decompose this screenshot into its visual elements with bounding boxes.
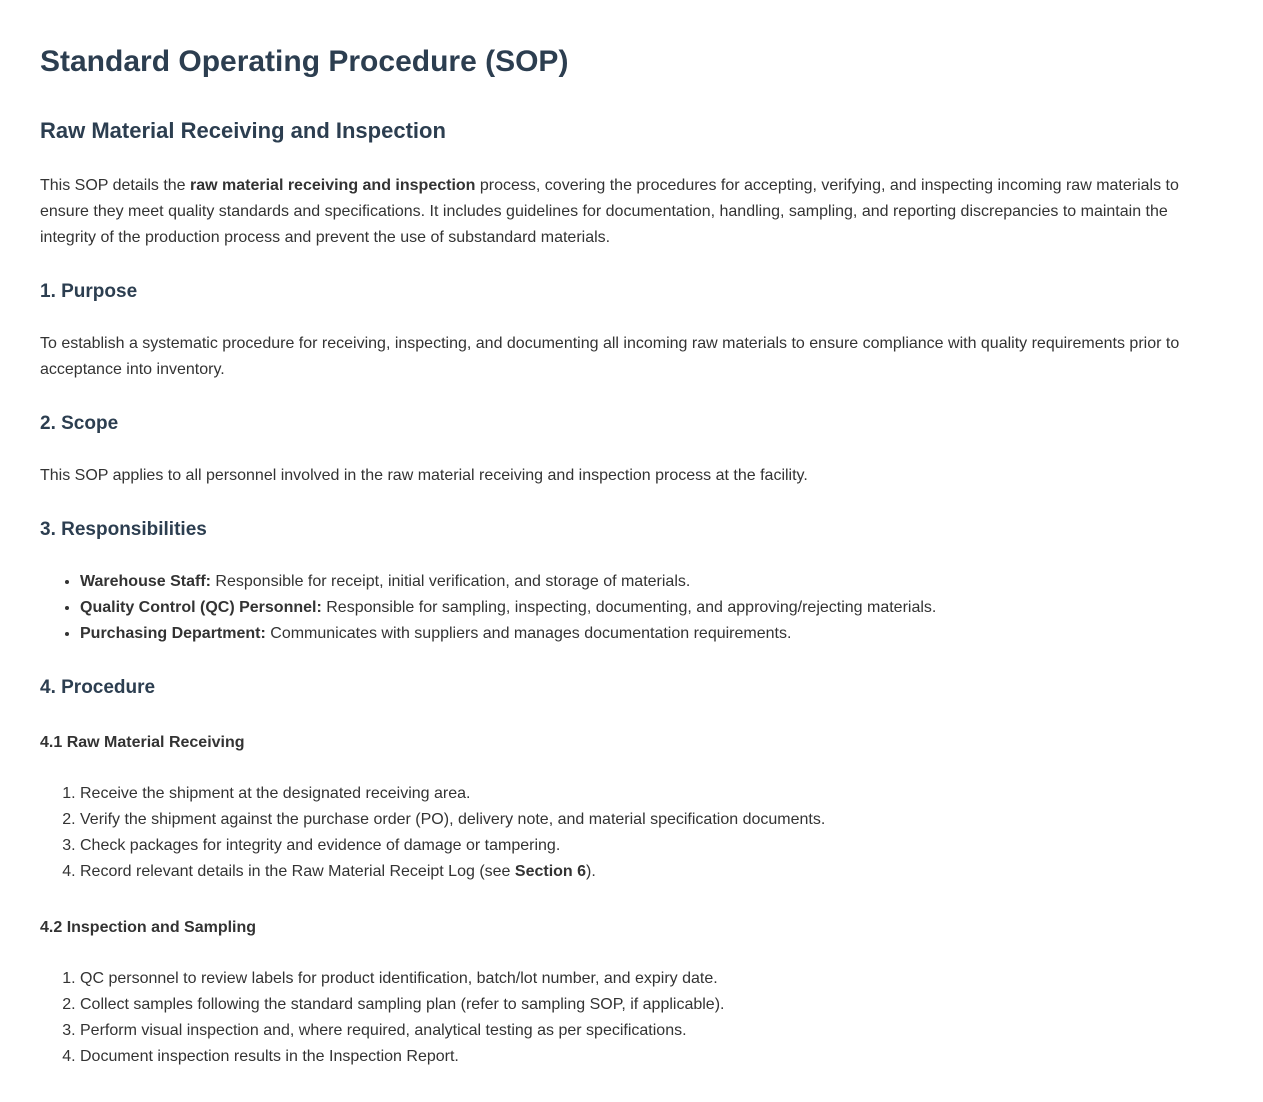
responsibility-role-label: Quality Control (QC) Personnel: (80, 599, 322, 616)
intro-paragraph (40, 173, 1220, 251)
step-text-bold: Section 6 (514, 863, 587, 880)
list-item: 2. Verify the shipment against the purchase order (PO), delivery note, and material specification documents. (80, 807, 1220, 833)
responsibility-role-label: Purchasing Department: (80, 625, 266, 642)
responsibility-role-text: Responsible for receipt, initial verification, and storage of materials. (210, 573, 691, 590)
scope-paragraph: This SOP applies to all personnel involved in the raw material receiving and inspection process at the facility. (40, 467, 808, 484)
section-heading-procedure: 4. Procedure (40, 677, 156, 698)
receiving-steps-list (40, 781, 1220, 885)
subsection-heading-receiving: 4.1 Raw Material Receiving (40, 734, 245, 751)
list-item: 4. Document inspection results in the Inspection Report. (80, 1044, 1220, 1070)
responsibility-role-text: Responsible for sampling, inspecting, documenting, and approving/rejecting materials. (321, 599, 937, 616)
intro-text-bold: raw material receiving and inspection (190, 177, 476, 194)
section-heading-scope: 2. Scope (40, 413, 119, 434)
intro-text-pre: This SOP details the (40, 177, 190, 194)
list-item: 1. QC personnel to review labels for product identification, batch/lot number, and expiry date. (80, 966, 1220, 992)
list-item: 1. Receive the shipment at the designated receiving area. (80, 781, 1220, 807)
intro-text-post: process, covering the procedures for accepting, verifying, and inspecting incoming raw materials to ensure they meet quality standards and specifications. It includes guidelines for documentation, handling, sampling, and reporting discrepancies to maintain the integrity of the production process and prevent the use of substandard materials. (40, 177, 1179, 246)
responsibility-role-label: Warehouse Staff: (80, 573, 211, 590)
list-item (80, 595, 1220, 621)
list-item: 3. Perform visual inspection and, where required, analytical testing as per specifications. (80, 1018, 1220, 1044)
responsibilities-list (40, 569, 1220, 647)
step-text-pre: Record relevant details in the Raw Material Receipt Log (see (80, 863, 515, 880)
purpose-paragraph: To establish a systematic procedure for receiving, inspecting, and documenting all incoming raw materials to ensure compliance with quality requirements prior to acceptance into inventory. (40, 335, 1180, 378)
responsibility-role-text: Communicates with suppliers and manages documentation requirements. (265, 625, 792, 642)
inspection-steps-list (40, 966, 1220, 1070)
list-item (80, 569, 1220, 595)
list-item: 3. Check packages for integrity and evidence of damage or tampering. (80, 833, 1220, 859)
page-subtitle: Raw Material Receiving and Inspection (40, 118, 446, 143)
section-heading-purpose: 1. Purpose (40, 281, 138, 302)
subsection-heading-inspection: 4.2 Inspection and Sampling (40, 919, 257, 936)
step-text-post: ). (586, 863, 596, 880)
list-item (80, 621, 1220, 647)
list-item: 2. Collect samples following the standard sampling plan (refer to sampling SOP, if applicable). (80, 992, 1220, 1018)
page-title: Standard Operating Procedure (SOP) (40, 45, 569, 78)
list-item (80, 859, 1220, 885)
section-heading-responsibilities: 3. Responsibilities (40, 519, 207, 540)
